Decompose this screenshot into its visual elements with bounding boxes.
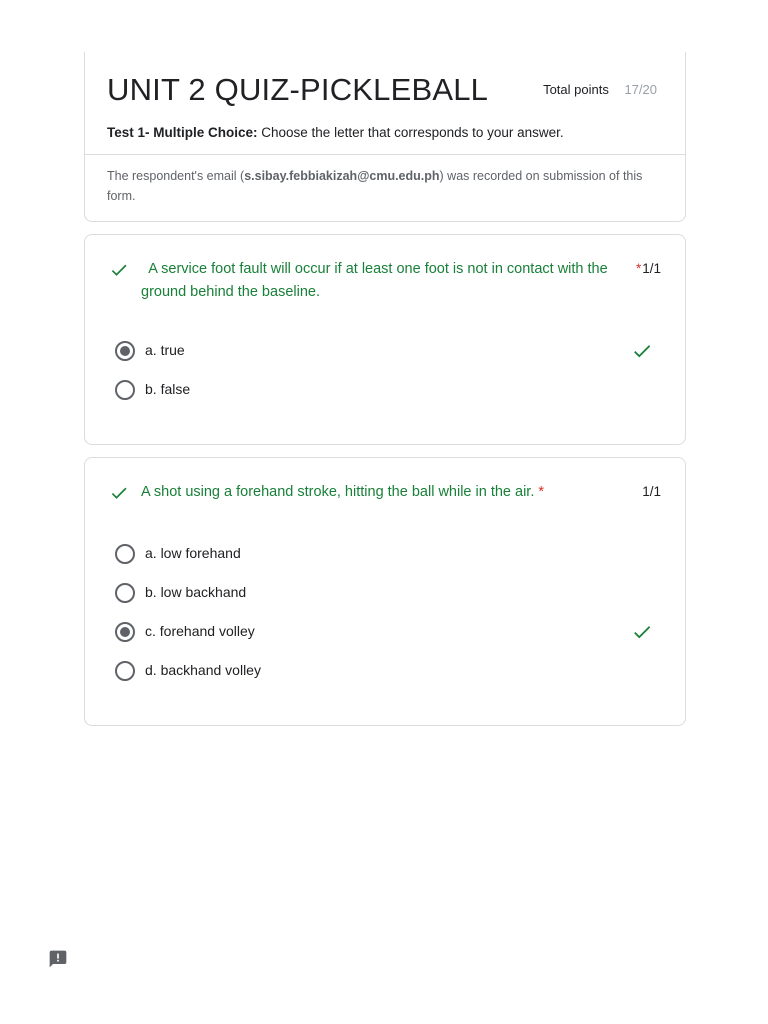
- email-note-prefix: The respondent's email (: [107, 169, 245, 183]
- form-description: [107, 125, 564, 140]
- radio-button[interactable]: [115, 583, 135, 603]
- question-text: [141, 481, 581, 504]
- question-card-2: [84, 457, 686, 726]
- form-title: UNIT 2 QUIZ-PICKLEBALL: [107, 72, 489, 107]
- answer-option[interactable]: [115, 378, 657, 402]
- form-header-card: [84, 52, 686, 222]
- email-recorded-note: [107, 166, 657, 206]
- question-text: [141, 258, 621, 304]
- total-points-label: Total points: [543, 82, 609, 97]
- check-icon: [109, 483, 129, 503]
- description-bold: Test 1- Multiple Choice:: [107, 125, 258, 140]
- option-label: b. low backhand: [145, 584, 247, 600]
- answer-option[interactable]: [115, 620, 657, 644]
- radio-button[interactable]: [115, 380, 135, 400]
- total-points: [543, 82, 657, 97]
- check-icon: [631, 340, 653, 362]
- email-note-suffix: ) was recorded on submission of this form.: [107, 169, 643, 203]
- answer-option[interactable]: [115, 581, 657, 605]
- answer-option[interactable]: [115, 339, 657, 363]
- required-mark: *: [538, 484, 545, 500]
- check-icon: [631, 621, 653, 643]
- answer-option[interactable]: [115, 542, 657, 566]
- total-points-value: 17/20: [624, 82, 657, 97]
- radio-button-selected[interactable]: [115, 622, 135, 642]
- question-text-content: A service foot fault will occur if at least one foot is not in contact with the ground behind the baseline.: [141, 261, 608, 300]
- description-text: Choose the letter that corresponds to your answer.: [257, 125, 564, 140]
- score-value: 1/1: [642, 261, 661, 276]
- radio-button[interactable]: [115, 544, 135, 564]
- question-card-1: [84, 234, 686, 445]
- radio-button[interactable]: [115, 661, 135, 681]
- check-icon: [109, 260, 129, 280]
- question-text-content: A shot using a forehand stroke, hitting the ball while in the air.: [141, 484, 535, 500]
- option-label: c. forehand volley: [145, 623, 255, 639]
- answer-option[interactable]: [115, 659, 657, 683]
- header-divider: [85, 154, 685, 155]
- option-label: b. false: [145, 381, 191, 397]
- option-label: a. low forehand: [145, 545, 241, 561]
- radio-button-selected[interactable]: [115, 341, 135, 361]
- option-label: d. backhand volley: [145, 662, 261, 678]
- required-mark: *: [635, 261, 642, 276]
- question-score: 1/1: [642, 484, 661, 499]
- question-score: [636, 261, 661, 276]
- respondent-email: s.sibay.febbiakizah@cmu.edu.ph: [244, 169, 440, 183]
- report-feedback-icon[interactable]: [48, 949, 68, 969]
- option-label: a. true: [145, 342, 185, 358]
